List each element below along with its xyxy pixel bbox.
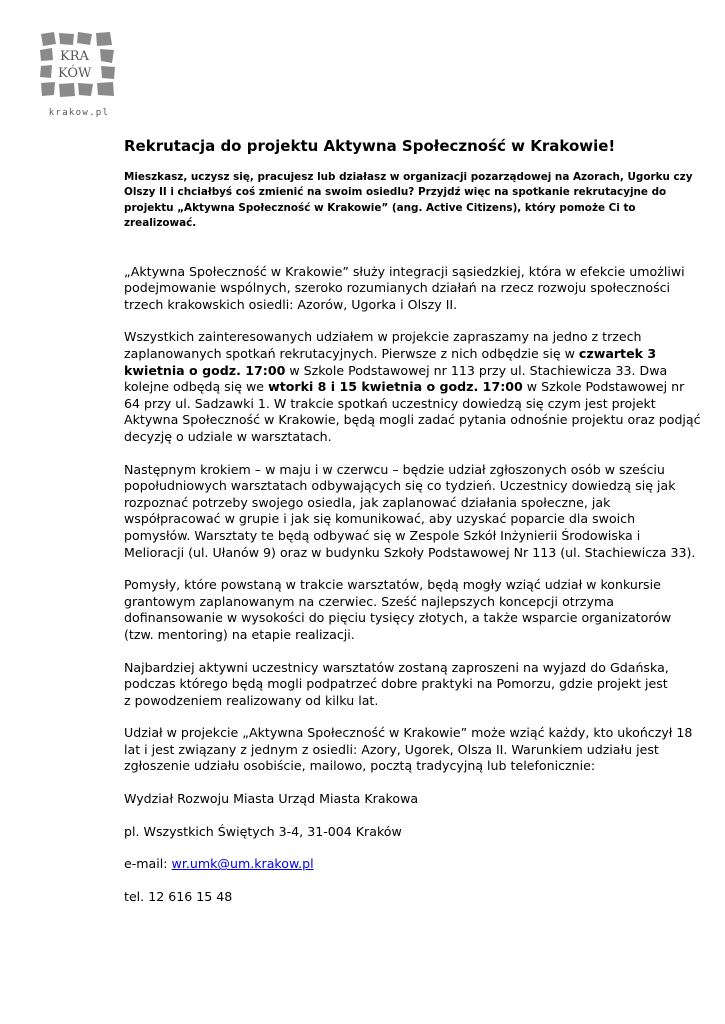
meetings-text-3: w Szkole Podstawowej nr 64 przy ul. Sadzawki 1. W trakcie spotkań uczestnicy dowiedzą się czym jest projekt Aktywna Społeczność w Krakowie, będą mogli zadać pytania odnośnie projektu oraz podjąć decyzję o udziale w warsztatach. bbox=[124, 379, 701, 444]
krakow-logo-mark bbox=[38, 30, 120, 106]
paragraph-trip bbox=[124, 660, 704, 710]
krakow-logo bbox=[38, 30, 120, 122]
logo-url-text: krakow.pl bbox=[48, 108, 110, 118]
paragraph-meetings bbox=[124, 329, 704, 445]
meeting-date-1: czwartek 3 kwietnia o godz. 17:00 bbox=[124, 346, 657, 378]
page-title: Rekrutacja do projektu Aktywna Społeczność w Krakowie! bbox=[124, 137, 616, 155]
paragraph-participation: Udział w projekcie „Aktywna Społeczność w Krakowie” może wziąć każdy, kto ukończył 18 lat i jest związany z jednym z osiedli: Azory, Ugorek, Olsza II. Warunkiem udziału jest zgłoszenie udziału osobiście, mailowo, pocztą tradycyjną lub telefonicznie: bbox=[124, 725, 693, 774]
trip-line-2: z powodzeniem realizowany od kilku lat. bbox=[124, 692, 379, 708]
meeting-date-2: wtorki 8 i 15 kwietnia o godz. 17:00 bbox=[268, 379, 523, 395]
lead-paragraph: Mieszkasz, uczysz się, pracujesz lub działasz w organizacji pozarządowej na Azorach, Ugorku czy Olszy II i chciałbyś coś zmienić na swoim osiedlu? Przyjdź więc na spotkanie rekrutacyjne do projektu „Aktywna Społeczność w Krakowie” (ang. Active Citizens), który pomoże Ci to zrealizować. bbox=[124, 171, 693, 230]
paragraph-intro: „Aktywna Społeczność w Krakowie” służy integracji sąsiedzkiej, która w efekcie umożliwi podejmowanie wspólnych, szeroko rozumianych działań na rzecz rozwoju społeczności trzech krakowskich osiedli: Azorów, Ugorka i Olszy II. bbox=[124, 263, 685, 312]
trip-line-1: Najbardziej aktywni uczestnicy warsztatów zostaną zaproszeni na wyjazd do Gdańska, podczas którego będą mogli podpatrzeć dobre praktyki na Pomorzu, gdzie projekt jest bbox=[124, 659, 669, 692]
paragraph-workshops: Następnym krokiem – w maju i w czerwcu – będzie udział zgłoszonych osób w sześciu popołudniowych warsztatach odbywających się co tydzień. Uczestnicy dowiedzą się jak rozpoznać potrzeby swojego osiedla, jak zaplanować działania społeczne, jak współpracować w grupie i jak się komunikować, aby uzyskać poparcie dla swoich pomysłów. Warsztaty te będą odbywać się w Zespole Szkół Inżynierii Środowiska i Melioracji (ul. Ułanów 9) oraz w budynku Szkoły Podstawowej Nr 113 (ul. Stachiewicza 33). bbox=[124, 461, 696, 560]
contact-email bbox=[124, 856, 704, 873]
email-link[interactable]: wr.umk@um.krakow.pl bbox=[171, 856, 314, 872]
contact-address: pl. Wszystkich Świętych 3-4, 31-004 Kraków bbox=[124, 823, 402, 839]
contact-office: Wydział Rozwoju Miasta Urząd Miasta Krakowa bbox=[124, 791, 419, 807]
svg-text:KÓW: KÓW bbox=[58, 66, 92, 81]
email-label: e-mail: bbox=[124, 856, 172, 872]
paragraph-grants: Pomysły, które powstaną w trakcie warsztatów, będą mogły wziąć udział w konkursie grantowym zaplanowanym na czerwiec. Sześć najlepszych koncepcji otrzyma dofinansowanie w wysokości do pięciu tysięcy złotych, a także wsparcie organizatorów (tzw. mentoring) na etapie realizacji. bbox=[124, 577, 672, 642]
meetings-text-2: w Szkole Podstawowej nr 113 przy ul. Stachiewicza 33. Dwa kolejne odbędą się we bbox=[124, 362, 668, 395]
contact-phone: tel. 12 616 15 48 bbox=[124, 888, 233, 904]
article bbox=[124, 136, 704, 905]
meetings-text-1: Wszystkich zainteresowanych udziałem w projekcie zapraszamy na jedno z trzech zaplanowanych spotkań rekrutacyjnych. Pierwsze z nich odbędzie się w bbox=[124, 329, 642, 361]
svg-text:KRA: KRA bbox=[60, 49, 89, 64]
